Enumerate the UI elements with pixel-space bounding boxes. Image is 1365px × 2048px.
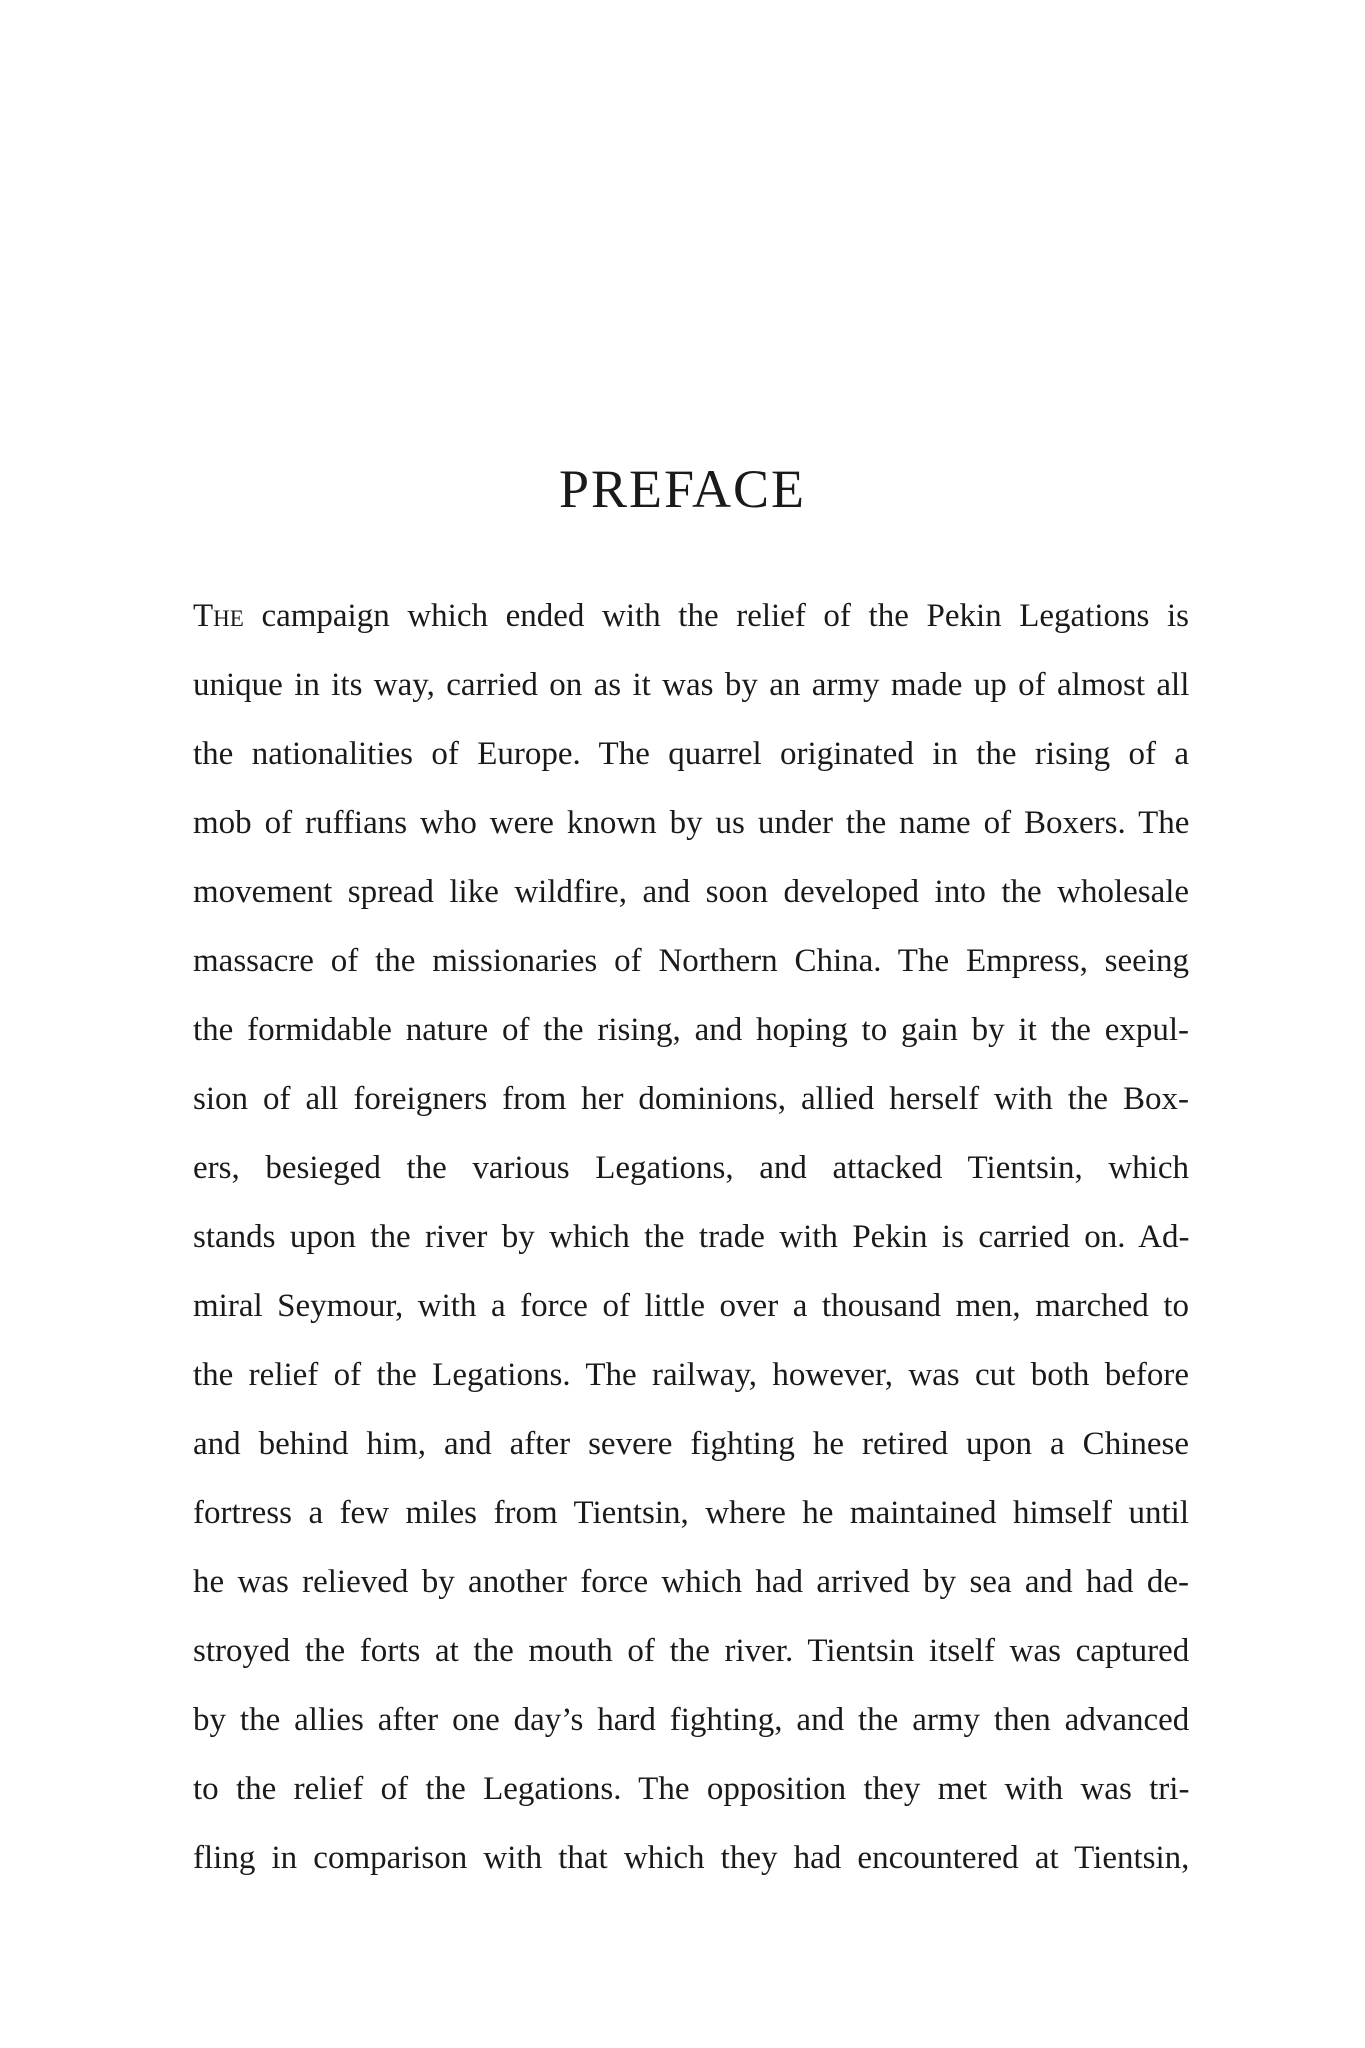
drop-word: The — [193, 598, 244, 634]
text-line-18: to the relief of the Legations. The opposition they met with was tri- — [193, 1771, 1190, 1807]
text-line-19: fling in comparison with that which they had encountered at Tientsin, — [193, 1840, 1190, 1876]
chapter-title: PREFACE — [558, 459, 807, 519]
text-line-15: he was relieved by another force which had arrived by sea and had de- — [193, 1564, 1190, 1600]
text-line-16: stroyed the forts at the mouth of the river. Tientsin itself was captured — [193, 1633, 1190, 1669]
text-line-4: mob of ruffians who were known by us under the name of Boxers. The — [193, 805, 1190, 841]
text-line-6: massacre of the missionaries of Northern China. The Empress, seeing — [193, 943, 1189, 979]
text-line-13: and behind him, and after severe fighting he retired upon a Chinese — [193, 1426, 1189, 1462]
text-line-9: ers, besieged the various Legations, and attacked Tientsin, which — [193, 1150, 1189, 1186]
text-line-10: stands upon the river by which the trade with Pekin is carried on. Ad- — [193, 1219, 1190, 1255]
text-line-12: the relief of the Legations. The railway, however, was cut both before — [193, 1357, 1189, 1393]
text-line-1 — [193, 582, 1189, 651]
text-line-11: miral Seymour, with a force of little over a thousand men, marched to — [193, 1288, 1189, 1324]
text-line-7: the formidable nature of the rising, and hoping to gain by it the expul- — [193, 1012, 1189, 1048]
preface-body — [193, 582, 1189, 1893]
line-1-text: campaign which ended with the relief of the Pekin Legations is — [243, 598, 1190, 634]
text-line-5: movement spread like wildfire, and soon developed into the wholesale — [193, 874, 1190, 910]
text-line-3: the nationalities of Europe. The quarrel originated in the rising of a — [193, 736, 1189, 772]
text-line-17: by the allies after one day’s hard fighting, and the army then advanced — [193, 1702, 1190, 1738]
text-line-2: unique in its way, carried on as it was by an army made up of almost all — [193, 667, 1190, 703]
text-line-8: sion of all foreigners from her dominions, allied herself with the Box- — [193, 1081, 1189, 1117]
text-line-14: fortress a few miles from Tientsin, where he maintained himself until — [193, 1495, 1189, 1531]
